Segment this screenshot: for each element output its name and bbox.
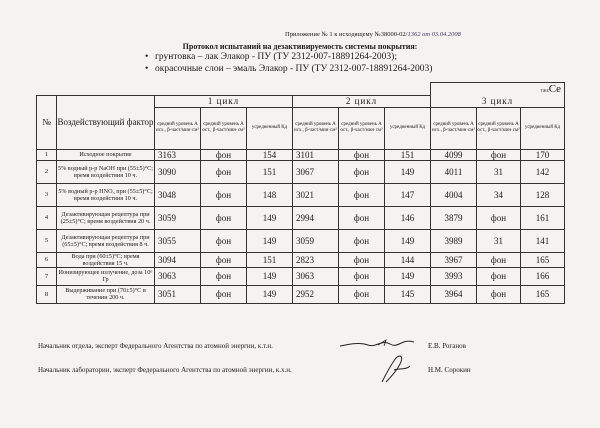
cycle3-a-residual-cell: фон: [477, 252, 521, 267]
row-number: 4: [37, 206, 57, 229]
sub-header-kd: усредненный Кд: [247, 107, 293, 149]
table-row: [37, 206, 565, 229]
cycle3-a-residual-cell: 34: [477, 183, 521, 206]
cycle2-a-residual-cell: фон: [339, 206, 385, 229]
cycle3-a-initial-cell: 3879: [431, 206, 477, 229]
cycle2-kd-cell: 149: [385, 229, 431, 252]
row-number: 1: [37, 149, 57, 160]
row-factor: Дезактивирующая рецептура при (65±5)°С; время воздействия 8 ч.: [57, 229, 155, 252]
sub-header-kd: усредненный Кд: [521, 107, 565, 149]
sub-header-a-residual: средний уровень А ост., β-част/мин·см²: [477, 107, 521, 149]
coating-item-primer: • грунтовка – лак Элакор - ПУ (ТУ 2312-007-18891264-2003);: [145, 51, 432, 63]
table-row: [37, 160, 565, 183]
cycle1-a-residual-cell: фон: [201, 267, 247, 285]
cycle2-a-initial-cell: 3021: [293, 183, 339, 206]
tce-label: ТЖБ: [540, 88, 549, 93]
cycle1-a-residual-cell: фон: [201, 149, 247, 160]
cycle-header-2: 2 цикл: [293, 95, 431, 107]
row-factor: Исходное покрытие: [57, 149, 155, 160]
row-number: 3: [37, 183, 57, 206]
cycle3-kd-cell: 170: [521, 149, 565, 160]
document-reference: [285, 31, 585, 38]
signature-line-2: [38, 366, 471, 374]
table-row: [37, 229, 565, 252]
cycle2-a-initial-cell: 3063: [293, 267, 339, 285]
cycle1-a-residual-cell: фон: [201, 252, 247, 267]
tce-cell: [431, 83, 565, 96]
cycle2-kd-cell: 145: [385, 285, 431, 303]
signer-role: Начальник лаборатории, эксперт Федерального Агентства по атомной энергии, к.х.н.: [38, 366, 292, 374]
cycle2-a-residual-cell: фон: [339, 160, 385, 183]
cycle2-a-residual-cell: фон: [339, 183, 385, 206]
row-factor: 5% водный р-р HNO₃ при (55±5)°С; время воздействия 10 ч.: [57, 183, 155, 206]
cycle2-a-initial-cell: 3059: [293, 229, 339, 252]
row-number: 8: [37, 285, 57, 303]
row-factor: Дезактивирующая рецептура при (25±5)°С; время воздействия 20 ч.: [57, 206, 155, 229]
cycle1-a-initial-cell: 3048: [155, 183, 201, 206]
cycle3-kd-cell: 166: [521, 267, 565, 285]
cycle3-kd-cell: 142: [521, 160, 565, 183]
table-body: [37, 149, 565, 303]
table-row: [37, 285, 565, 303]
row-factor: Ионизирующее излучение, доза 10⁶ Гр: [58, 269, 153, 283]
cycle3-a-residual-cell: фон: [477, 285, 521, 303]
sub-header-a-initial: средний уровень А исх., β-част/мин·см²: [293, 107, 339, 149]
cycle1-a-residual-cell: фон: [201, 183, 247, 206]
cycle2-a-initial-cell: 3067: [293, 160, 339, 183]
cycle2-kd-cell: 146: [385, 206, 431, 229]
signer-name: Е.В. Роганов: [428, 342, 466, 350]
cycle3-kd-cell: 141: [521, 229, 565, 252]
cycle1-a-initial-cell: 3063: [155, 267, 201, 285]
signature-scribble-icon: [338, 336, 418, 350]
cycle1-kd-cell: 149: [247, 285, 293, 303]
cycle3-a-initial-cell: 3964: [431, 285, 477, 303]
cycle3-a-initial-cell: 4004: [431, 183, 477, 206]
cycle3-a-initial-cell: 3993: [431, 267, 477, 285]
cycle1-a-initial-cell: 3163: [155, 149, 201, 160]
col-header-factor: Воздействующий фактор: [57, 95, 155, 149]
cycle3-kd-cell: 128: [521, 183, 565, 206]
cycle3-a-initial-cell: 3989: [431, 229, 477, 252]
cycle3-kd-cell: 165: [521, 252, 565, 267]
cycle2-a-initial-cell: 2823: [293, 252, 339, 267]
sub-header-a-initial: средний уровень А исх., β-част/мин·см²: [155, 107, 201, 149]
cycle2-kd-cell: 147: [385, 183, 431, 206]
cycle2-a-initial-cell: 2994: [293, 206, 339, 229]
cycle1-kd-cell: 149: [247, 267, 293, 285]
reference-handwritten: 1362 от 03.04.2008: [407, 31, 461, 38]
reference-printed: Приложение № 1 к исходящему №38000-02/: [285, 31, 408, 38]
cycle1-kd-cell: 151: [247, 160, 293, 183]
cycle1-kd-cell: 151: [247, 252, 293, 267]
table-row: [37, 149, 565, 160]
signature-line-1: [38, 342, 466, 350]
signer-role: Начальник отдела, эксперт Федерального Агентства по атомной энергии, к.т.н.: [38, 342, 273, 350]
cycle2-kd-cell: 149: [385, 267, 431, 285]
signature-scribble-icon: [376, 352, 416, 386]
row-number: 5: [37, 229, 57, 252]
cycle1-a-residual-cell: фон: [201, 160, 247, 183]
cycle2-a-residual-cell: фон: [339, 285, 385, 303]
cycle1-a-initial-cell: 3059: [155, 206, 201, 229]
cycle2-a-initial-cell: 3101: [293, 149, 339, 160]
cycle1-a-residual-cell: фон: [201, 285, 247, 303]
cycle1-kd-cell: 148: [247, 183, 293, 206]
cycle2-a-residual-cell: фон: [339, 252, 385, 267]
table-row: [37, 267, 565, 285]
cycle2-a-residual-cell: фон: [339, 149, 385, 160]
cycle2-kd-cell: 149: [385, 160, 431, 183]
tce-value: Ce: [548, 83, 561, 95]
cycle3-a-initial-cell: 4099: [431, 149, 477, 160]
cycle1-kd-cell: 154: [247, 149, 293, 160]
cycle3-a-residual-cell: 31: [477, 160, 521, 183]
row-factor: 5% водный р-р NaOH при (55±5)°С; время воздействия 10 ч.: [57, 160, 155, 183]
cycle2-kd-cell: 151: [385, 149, 431, 160]
test-results-table: [36, 82, 565, 304]
cycle1-a-initial-cell: 3055: [155, 229, 201, 252]
row-number: 7: [37, 267, 57, 285]
cycle3-kd-cell: 161: [521, 206, 565, 229]
sub-header-a-initial: средний уровень А исх., β-част/мин·см²: [431, 107, 477, 149]
table-row: [37, 183, 565, 206]
sub-header-kd: усредненный Кд: [385, 107, 431, 149]
cycle1-a-residual-cell: фон: [201, 206, 247, 229]
row-number: 2: [37, 160, 57, 183]
cycle1-kd-cell: 149: [247, 206, 293, 229]
coating-system-list: [145, 51, 432, 75]
cycle3-a-residual-cell: фон: [477, 267, 521, 285]
sub-header-a-residual: средний уровень А ост., β-част/мин·см²: [201, 107, 247, 149]
row-factor: Вода при (60±5)°С; время воздействия 15 ч.: [57, 252, 155, 267]
cycle1-kd-cell: 149: [247, 229, 293, 252]
col-header-no: №: [37, 95, 57, 149]
cycle1-a-initial-cell: 3051: [155, 285, 201, 303]
cycle2-a-initial-cell: 2952: [293, 285, 339, 303]
cycle2-kd-cell: 144: [385, 252, 431, 267]
cycle3-a-initial-cell: 4011: [431, 160, 477, 183]
cycle1-a-residual-cell: фон: [201, 229, 247, 252]
protocol-title: Протокол испытаний на дезактивируемость системы покрытия:: [182, 42, 418, 51]
cycle3-kd-cell: 165: [521, 285, 565, 303]
cycle2-a-residual-cell: фон: [339, 267, 385, 285]
cycle1-a-initial-cell: 3090: [155, 160, 201, 183]
row-factor: Выдерживание при (70±5)°С в течении 200 ч.: [57, 285, 155, 303]
row-number: 6: [37, 252, 57, 267]
signer-name: Н.М. Сорокин: [428, 366, 471, 374]
cycle3-a-initial-cell: 3967: [431, 252, 477, 267]
cycle2-a-residual-cell: фон: [339, 229, 385, 252]
cycle-header-3: 3 цикл: [431, 95, 565, 107]
cycle3-a-residual-cell: фон: [477, 149, 521, 160]
cycle3-a-residual-cell: 31: [477, 229, 521, 252]
cycle-header-1: 1 цикл: [155, 95, 293, 107]
coating-item-enamel: • окрасочные слои – эмаль Элакор - ПУ (ТУ 2312-007-18891264-2003): [145, 63, 432, 75]
cycle3-a-residual-cell: фон: [477, 206, 521, 229]
cycle1-a-initial-cell: 3094: [155, 252, 201, 267]
table-row: [37, 252, 565, 267]
sub-header-a-residual: средний уровень А ост., β-част/мин·см²: [339, 107, 385, 149]
